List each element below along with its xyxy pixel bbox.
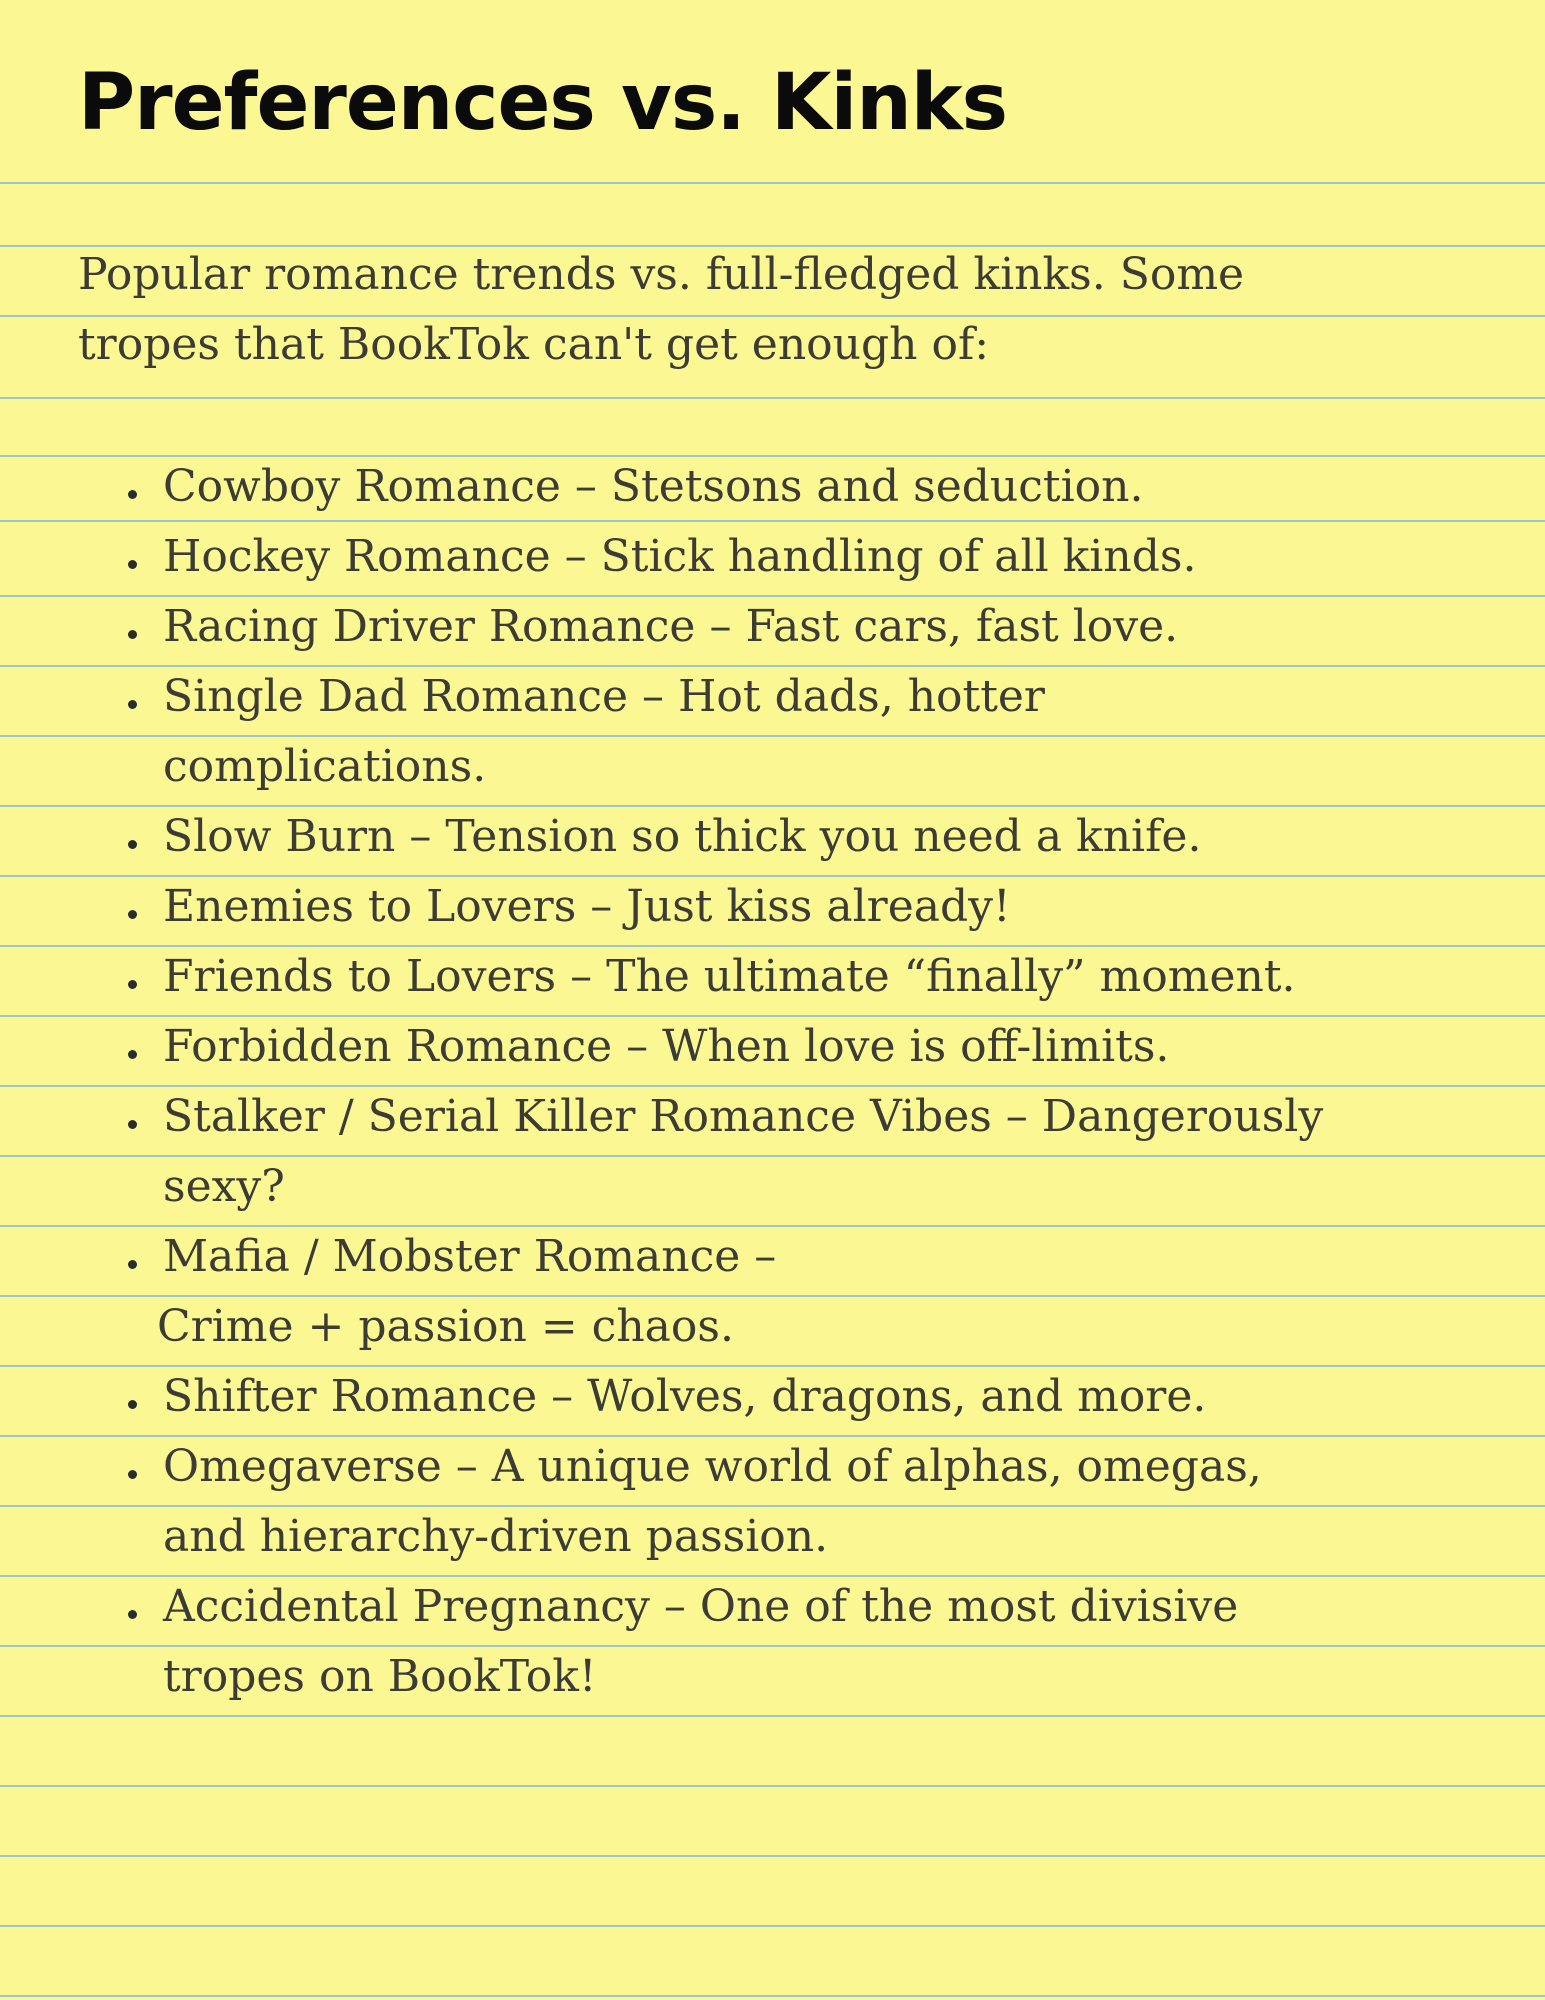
ruled-line [0,1715,1545,1717]
intro-paragraph [78,240,1244,380]
list-item-text: Stalker / Serial Killer Romance Vibes – Dangerously [163,1091,1324,1142]
bullet-icon [128,700,137,709]
bullet-icon [128,1610,137,1619]
ruled-line [0,1995,1545,1997]
bullet-icon [128,1400,137,1409]
intro-line: Popular romance trends vs. full-fledged kinks. Some [78,249,1245,300]
list-item-text-continued: sexy? [163,1161,285,1212]
list-item-text-continued: and hierarchy-driven passion. [163,1511,829,1562]
intro-line: tropes that BookTok can't get enough of: [78,319,990,370]
list-item-text: Shifter Romance – Wolves, dragons, and more. [163,1371,1207,1422]
list-item-text: Enemies to Lovers – Just kiss already! [163,881,1011,932]
list-item-text: Hockey Romance – Stick handling of all kinds. [163,531,1197,582]
list-item-text: Single Dad Romance – Hot dads, hotter [163,671,1045,722]
list-item-text: Omegaverse – A unique world of alphas, omegas, [163,1441,1262,1492]
page-title: Preferences vs. Kinks [78,58,1008,148]
bullet-icon [128,1470,137,1479]
ruled-line [0,397,1545,399]
list-item-text: Mafia / Mobster Romance – [163,1231,777,1282]
ruled-line [0,1855,1545,1857]
list-item-text-continued: Crime + passion = chaos. [157,1301,734,1352]
bullet-icon [128,560,137,569]
bullet-icon [128,1050,137,1059]
bullet-icon [128,980,137,989]
bullet-icon [128,1120,137,1129]
list-item-text: Cowboy Romance – Stetsons and seduction. [163,461,1144,512]
bullet-icon [128,840,137,849]
bullet-icon [128,1260,137,1269]
bullet-icon [128,490,137,499]
list-item-text: Slow Burn – Tension so thick you need a knife. [163,811,1202,862]
ruled-line [0,1785,1545,1787]
list-item-text: Forbidden Romance – When love is off-limits. [163,1021,1170,1072]
ruled-line [0,182,1545,184]
list-item-text: Racing Driver Romance – Fast cars, fast love. [163,601,1179,652]
ruled-line [0,1925,1545,1927]
list-item-text: Friends to Lovers – The ultimate “finally” moment. [163,951,1296,1002]
bullet-icon [128,910,137,919]
list-item-text-continued: complications. [163,741,487,792]
list-item-text-continued: tropes on BookTok! [163,1651,597,1702]
bullet-icon [128,630,137,639]
list-item-text: Accidental Pregnancy – One of the most divisive [163,1581,1239,1632]
